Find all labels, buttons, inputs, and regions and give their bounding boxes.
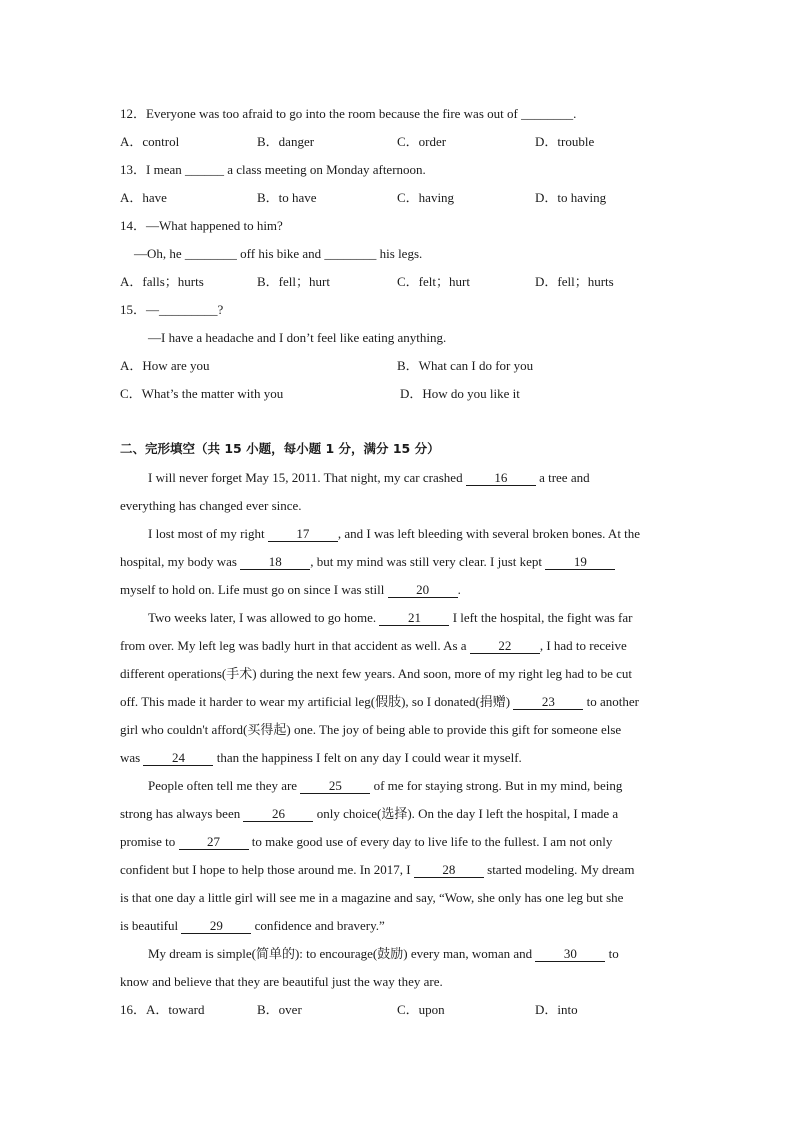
passage-text: is that one day a little girl will see me in a magazine and say, “Wow, she only has one leg but she	[120, 890, 624, 905]
passage-text: to	[605, 946, 619, 961]
passage-line	[120, 834, 612, 850]
cloze-blank-19[interactable]: 19	[545, 555, 615, 570]
question-14-stem-reply: —Oh, he ________ off his bike and ________ his legs.	[134, 246, 423, 261]
passage-line	[120, 722, 621, 738]
passage-text: confident but I hope to help those around me. In 2017, I	[120, 862, 414, 877]
question-12-stem: 12．Everyone was too afraid to go into the room because the fire was out of ________.	[120, 106, 577, 121]
cloze-blank-24[interactable]: 24	[143, 751, 213, 766]
passage-text: to another	[583, 694, 639, 709]
q14-option-b[interactable]: B．fell；hurt	[257, 274, 330, 289]
q14-option-c[interactable]: C．felt；hurt	[397, 274, 470, 289]
question-15-stem: 15．—_________?	[120, 302, 224, 317]
cloze-blank-25[interactable]: 25	[300, 779, 370, 794]
cloze-blank-20[interactable]: 20	[388, 583, 458, 598]
passage-line	[120, 806, 618, 822]
cloze-blank-28[interactable]: 28	[414, 863, 484, 878]
q14-option-d[interactable]: D．fell；hurts	[535, 274, 614, 289]
cloze-blank-27[interactable]: 27	[179, 835, 249, 850]
passage-text: to make good use of every day to live life to the fullest. I am not only	[248, 834, 613, 849]
passage-text: hospital, my body was	[120, 554, 241, 569]
q12-option-b[interactable]: B．danger	[257, 134, 315, 149]
q13-option-d[interactable]: D．to having	[535, 190, 607, 205]
question-13-stem: 13．I mean ______ a class meeting on Monday afternoon.	[120, 162, 426, 177]
passage-text: People often tell me they are	[148, 778, 301, 793]
passage-line	[120, 554, 615, 570]
passage-line	[148, 778, 622, 794]
cloze-blank-26[interactable]: 26	[243, 807, 313, 822]
passage-text: , but my mind was still very clear. I just kept	[310, 554, 546, 569]
q14-option-a[interactable]: A．falls；hurts	[120, 274, 204, 289]
passage-text: I left the hospital, the fight was far	[449, 610, 633, 625]
question-15-stem-reply: —I have a headache and I don’t feel like eating anything.	[148, 330, 447, 345]
q13-option-b[interactable]: B．to have	[257, 190, 317, 205]
q12-option-c[interactable]: C．order	[397, 134, 447, 149]
passage-line	[120, 862, 634, 878]
passage-line	[120, 666, 632, 682]
q15-option-a[interactable]: A．How are you	[120, 358, 210, 373]
q16-option-d[interactable]: D．into	[535, 1002, 578, 1017]
passage-text: from over. My left leg was badly hurt in that accident as well. As a	[120, 638, 470, 653]
q12-option-d[interactable]: D．trouble	[535, 134, 595, 149]
passage-text: strong has always been	[120, 806, 244, 821]
section-2-heading: 二、完形填空（共 15 小题，每小题 1 分，满分 15 分）	[120, 441, 440, 456]
passage-text: was	[120, 750, 144, 765]
passage-text: , I had to receive	[539, 638, 627, 653]
q12-option-a[interactable]: A．control	[120, 134, 180, 149]
passage-line	[120, 582, 461, 598]
cloze-blank-22[interactable]: 22	[470, 639, 540, 654]
passage-text: of me for staying strong. But in my mind, being	[370, 778, 623, 793]
passage-text: off. This made it harder to wear my artificial leg(假肢), so I donated(捐赠)	[120, 694, 514, 709]
cloze-blank-18[interactable]: 18	[240, 555, 310, 570]
cloze-blank-29[interactable]: 29	[181, 919, 251, 934]
passage-text: My dream is simple(简单的): to encourage(鼓励) every man, woman and	[148, 946, 536, 961]
q13-option-a[interactable]: A．have	[120, 190, 167, 205]
q16-option-c[interactable]: C．upon	[397, 1002, 445, 1017]
passage-text: myself to hold on. Life must go on since I was still	[120, 582, 388, 597]
passage-text: started modeling. My dream	[483, 862, 635, 877]
passage-text: a tree and	[535, 470, 590, 485]
passage-text: know and believe that they are beautiful just the way they are.	[120, 974, 443, 989]
question-14-stem: 14．—What happened to him?	[120, 218, 283, 233]
passage-text: different operations(手术) during the next few years. And soon, more of my right leg had to be cut	[120, 666, 633, 681]
passage-line	[148, 946, 619, 962]
passage-text: only choice(选择). On the day I left the hospital, I made a	[313, 806, 619, 821]
cloze-blank-21[interactable]: 21	[379, 611, 449, 626]
q15-option-b[interactable]: B．What can I do for you	[397, 358, 534, 373]
passage-line	[148, 610, 632, 626]
passage-text: everything has changed ever since.	[120, 498, 302, 513]
q16-option-a[interactable]: 16．A．toward	[120, 1002, 205, 1017]
q16-option-b[interactable]: B．over	[257, 1002, 302, 1017]
passage-line	[120, 750, 522, 766]
q15-option-c[interactable]: C．What’s the matter with you	[120, 386, 284, 401]
passage-text: Two weeks later, I was allowed to go home.	[148, 610, 380, 625]
cloze-blank-17[interactable]: 17	[268, 527, 338, 542]
passage-text: I lost most of my right	[148, 526, 268, 541]
passage-text: I will never forget May 15, 2011. That night, my car crashed	[148, 470, 466, 485]
passage-line	[148, 470, 590, 486]
q13-option-c[interactable]: C．having	[397, 190, 455, 205]
passage-line	[120, 498, 302, 514]
passage-text: confidence and bravery.”	[251, 918, 385, 933]
passage-line	[148, 526, 640, 542]
passage-text: , and I was left bleeding with several broken bones. At the	[337, 526, 641, 541]
passage-line	[120, 694, 639, 710]
passage-text: girl who couldn't afford(买得起) one. The joy of being able to provide this gift for someone else	[120, 722, 622, 737]
passage-text: is beautiful	[120, 918, 182, 933]
passage-line	[120, 974, 443, 990]
passage-line	[120, 890, 623, 906]
passage-text: promise to	[120, 834, 179, 849]
cloze-blank-23[interactable]: 23	[513, 695, 583, 710]
passage-line	[120, 918, 385, 934]
q15-option-d[interactable]: D．How do you like it	[400, 386, 520, 401]
cloze-blank-16[interactable]: 16	[466, 471, 536, 486]
passage-line	[120, 638, 627, 654]
passage-text: .	[457, 582, 461, 597]
passage-text: than the happiness I felt on any day I could wear it myself.	[213, 750, 522, 765]
cloze-blank-30[interactable]: 30	[535, 947, 605, 962]
